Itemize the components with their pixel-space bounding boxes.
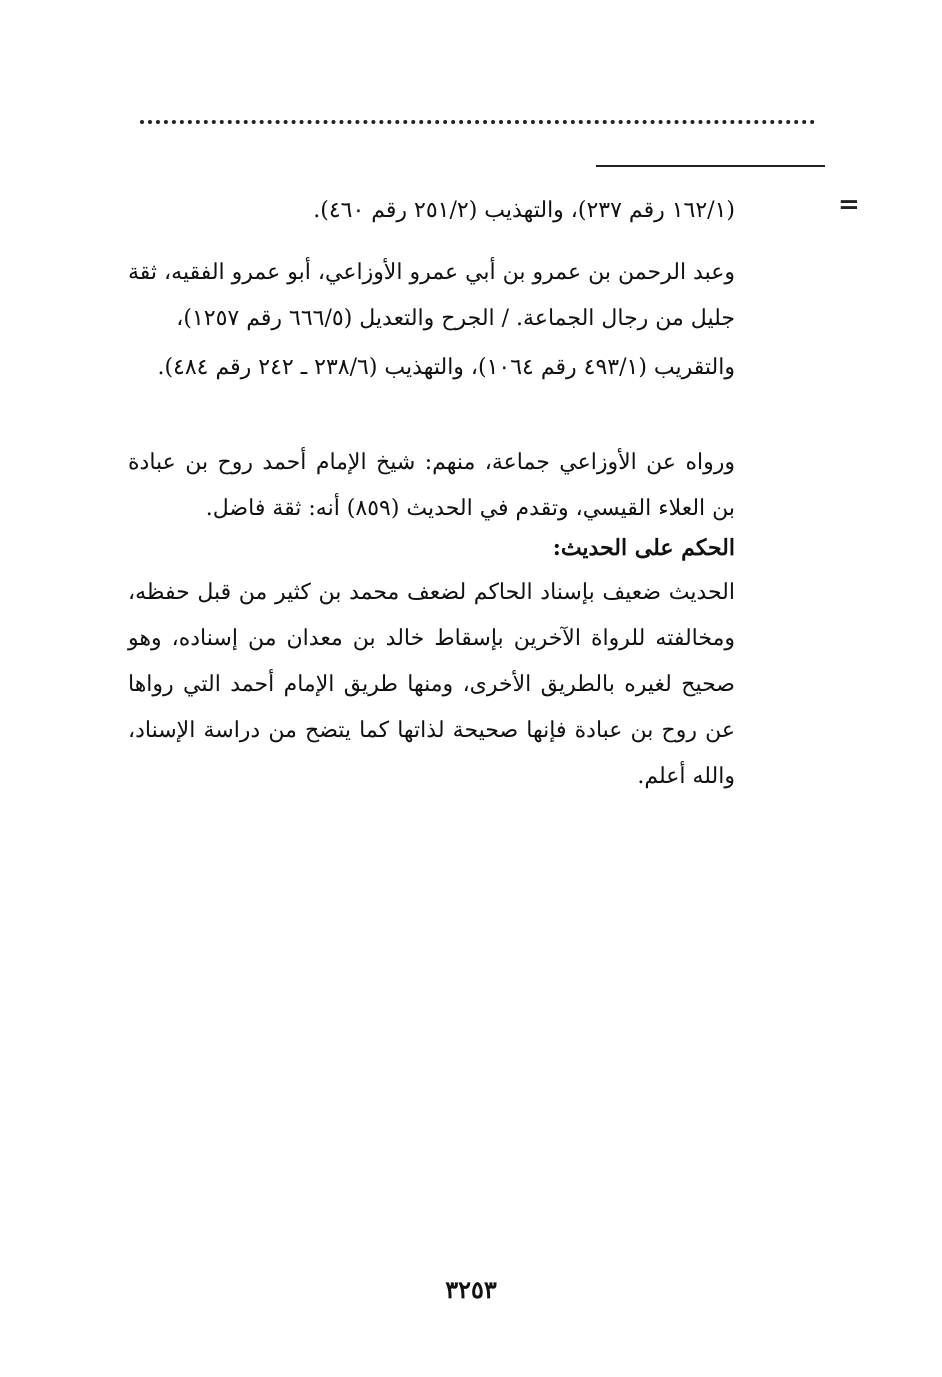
page-number: ٣٢٥٣ [445, 1275, 497, 1304]
footnote-rule [596, 165, 825, 167]
continuation-marker: = [838, 190, 860, 220]
paragraph-ruling: الحديث ضعيف بإسناد الحاكم لضعف محمد بن كثير من قبل حفظه، ومخالفته للرواة الآخرين بإسقاط خالد بن معدان من إسناده، وهو صحيح لغيره بالطريق الأخرى، ومنها طريق الإمام أحمد التي رواها عن روح بن عبادة فإنها صحيحة لذاتها كما يتضح من دراسة الإسناد، والله أعلم. [128, 580, 735, 789]
footnote-text: (١٦٢/١ رقم ٢٣٧)، والتهذيب (٢٥١/٢ رقم ٤٦٠). [313, 198, 735, 223]
paragraph-awzai-refs: والتقريب (٤٩٣/١ رقم ١٠٦٤)، والتهذيب (٢٣٨/٦ ـ ٢٤٢ رقم ٤٨٤). [157, 355, 735, 380]
section-heading-ruling: الحكم على الحديث: [552, 535, 735, 561]
paragraph-narrators: ورواه عن الأوزاعي جماعة، منهم: شيخ الإمام أحمد روح بن عبادة بن العلاء القيسي، وتقدم في الحديث (٨٥٩) أنه: ثقة فاضل. [128, 450, 735, 521]
dotted-separator [140, 120, 815, 134]
paragraph-awzai-bio: وعبد الرحمن بن عمرو بن أبي عمرو الأوزاعي، أبو عمرو الفقيه، ثقة جليل من رجال الجماعة. / الجرح والتعديل (٦٦٦/٥ رقم ١٢٥٧)، [128, 260, 735, 331]
